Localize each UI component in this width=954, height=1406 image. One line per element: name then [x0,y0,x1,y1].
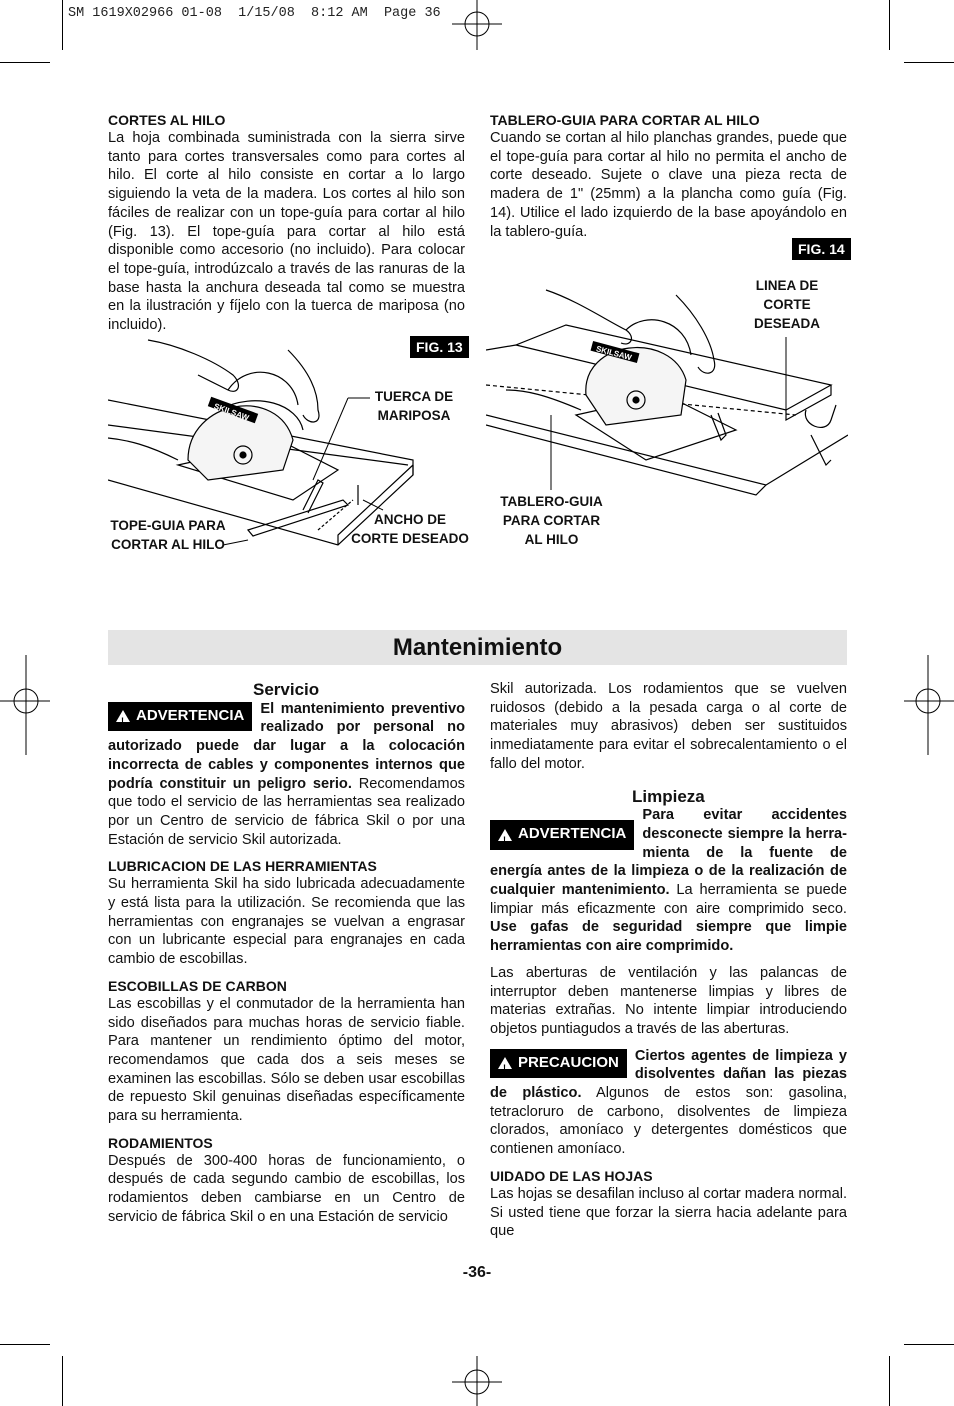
hojas-heading: UIDADO DE LAS HOJAS [490,1167,653,1184]
section-title: Mantenimiento [392,634,563,661]
limpieza-warning-label: ADVERTENCIA [518,825,627,843]
fig14-tag: FIG. 14 [792,238,851,260]
fig14-label-line-line3: DESEADA [753,316,820,331]
fig13-label-width [350,510,470,548]
fig13-label-nut-line1: TUERCA DE [374,389,454,404]
crop-mark-tr-v [889,0,890,50]
fig14-brand: SKILSAW [595,344,633,363]
crop-mark-br-v [889,1356,890,1406]
print-slug: SM 1619X02966 01-08 1/15/08 8:12 AM Page 36 [68,6,441,21]
registration-mark-right [904,655,954,755]
lubricacion-heading: LUBRICACION DE LAS HERRAMIENTAS [108,858,377,875]
tablero-guia-section [490,111,847,241]
servicio-warning-rest: Recomendamos que todo el servicio de las herramientas sea realizado por un Centro de servicio de fábrica Skil o por una Estación de servicio Skil autorizada. [108,775,465,848]
fig13-label-nut-line2: MARIPOSA [377,408,451,423]
warning-icon: ! [498,829,512,841]
caution-badge [490,1049,627,1079]
cortes-al-hilo-heading: CORTES AL HILO [108,112,226,128]
servicio-warning-label: ADVERTENCIA [136,706,245,724]
limpieza-para2: Las aberturas de ventilación y las palancas de interruptor deben mantenerse limpias y libres de materias extrañas. No intente limpiar introduciendo objetos puntiagudos a través de las aberturas. [490,964,847,1037]
rodamientos-heading: RODAMIENTOS [108,1134,213,1151]
fig14-label-line-line2: CORTE [763,297,811,312]
hojas-body: Las hojas se desafilan incluso al cortar madera normal. Si usted tiene que forzar la sierra hacia adelante para que [490,1185,847,1240]
servicio-warning-bold: El mantenimiento preventivo realizado por personal no autorizado puede dar lugar a la colocación incorrecta de cables y componentes internos que podría constituir un peligro serio. [108,700,465,792]
crop-mark-tr-h [904,62,954,63]
fig13-label-fence-line1: TOPE-GUIA PARA [110,518,226,533]
limpieza-warning-bold2: Use gafas de seguridad siempre que limpie herramientas con aire comprimido. [490,919,847,955]
tablero-guia-heading: TABLERO-GUIA PARA CORTAR AL HILO [490,112,760,128]
caution-bold: Ciertos agentes de limpieza y disolventes dañan las piezas de plástico. [490,1047,847,1102]
caution-rest: Algunos de estos son: gasolina, tetracloruro de carbono, disolventes de limpieza clorados, amoníaco y detergentes domésticos que contienen amoníaco. [490,1085,847,1158]
fig14-label-board-line3: AL HILO [524,532,579,547]
crop-mark-tl-h [0,62,50,63]
fig14-label-line [745,276,829,333]
fig13-label-fence [108,516,228,554]
caution-icon: ! [498,1057,512,1069]
page-number: -36- [462,1264,492,1281]
registration-mark-top [452,0,502,52]
fig14-label-board [494,492,609,549]
section-title-bar [108,630,847,665]
crop-mark-bl-h [0,1344,50,1345]
warning-icon: ! [116,710,130,722]
limpieza-warning-badge [490,820,634,850]
limpieza-warning-rest: La herramienta se puede limpiar más eficazmente con aire comprimido seco. [490,882,847,917]
cortes-al-hilo-body: La hoja combinada suministrada con la sierra sirve tanto para cortes transversales como para cortes al hilo. El corte al hilo consiste en cortar a lo largo siguiendo la veta de la madera. Los cortes al hilo son fáciles de realizar con un tope-guía para cortar al hilo (Fig. 13). El tope-guía para cortar al hilo está disponible como accesorio (no incluido). Para colocar el tope-guía, introdúzcalo a través de las ranuras de la base hasta la anchura deseada tal como se muestra en la ilustración y fíjelo con la tuerca de mariposa (no incluido). [108,130,465,334]
fig13-label-width-line2: CORTE DESEADO [351,531,469,546]
crop-mark-br-h [904,1344,954,1345]
limpieza-title: Limpieza [632,786,705,806]
fig13-tag: FIG. 13 [410,336,469,358]
servicio-title: Servicio [253,680,320,699]
escobillas-body: Las escobillas y el conmutador de la herramienta han sido diseñados para muchas horas de servicio fiable. Para mantener un rendimiento óptimo del motor, recomendamos que cada dos a seis meses se examinen las escobillas. Sólo se deben usar escobillas de repuesto Skil genuinas diseñadas específicamente para su herramienta. [108,995,465,1125]
fig14-label-board-line1: TABLERO-GUIA [500,494,603,509]
fig13-label-fence-line2: CORTAR AL HILO [111,537,225,552]
fig13-label-width-line1: ANCHO DE [373,512,446,527]
limpieza-warning-bold: Para evitar accidentes desconecte siempre la herra-mienta de la fuente de energía antes de la limpieza o de la realización de cualquier mantenimiento. [490,807,847,899]
rodamientos-body: Después de 300-400 horas de funcionamiento, o después de cada segundo cambio de escobillas, los rodamientos deben cambiarse en un Centro de servicio de fábrica Skil o en una Estación de servicio [108,1152,465,1225]
servicio-warning-badge [108,702,252,732]
right-maintenance-column [490,680,847,1241]
escobillas-heading: ESCOBILLAS DE CARBON [108,977,287,994]
fig14-label-line-line1: LINEA DE [755,278,819,293]
lubricacion-body: Su herramienta Skil ha sido lubricada adecuadamente y está lista para la utilización. Se recomienda que las herramientas con engranajes se vuelvan a engrasar con un lubricante especial para engranajes en cada cambio de escobillas. [108,876,465,968]
registration-mark-left [0,655,50,755]
registration-mark-bottom [452,1356,502,1406]
fig13-label-nut [368,387,460,425]
servicio-body [108,700,465,850]
limpieza-caution [490,1047,847,1159]
tablero-guia-body: Cuando se cortan al hilo planchas grandes, puede que el tope-guía para cortar al hilo no permita el ancho de corte deseado. Sujete o clave una pieza recta de madera de 1" (25mm) a la plancha como guía (Fig. 14). Utilice el lado izquierdo de la base apoyándolo en la tablero-guía. [490,130,847,240]
crop-mark-bl-v [62,1356,63,1406]
cortes-al-hilo-section [108,111,465,335]
fig14-label-board-line2: PARA CORTAR [502,513,601,528]
caution-label: PRECAUCION [518,1053,619,1071]
fig13-brand: SKILSAW [212,401,251,423]
crop-mark-tl-v [62,0,63,50]
rodamientos-continued: Skil autorizada. Los rodamientos que se vuelven ruidosos (debido a la pesada carga o al corte de materiales muy abrasivos) deben ser sustituidos inmediatamente para evitar el sobrecalentamiento o el fallo del motor. [490,681,847,772]
left-maintenance-column [108,681,465,1227]
limpieza-warning [490,806,847,956]
